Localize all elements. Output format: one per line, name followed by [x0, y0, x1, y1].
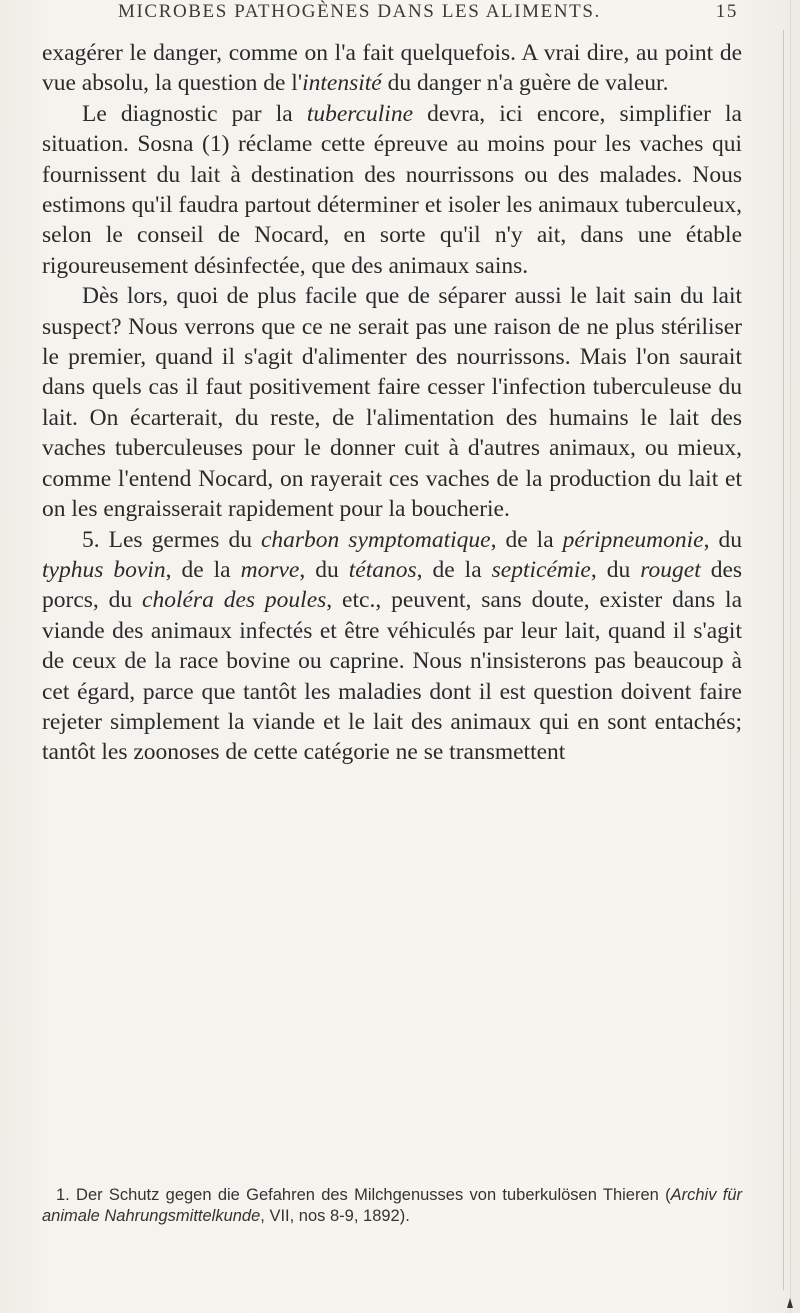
text-run: Le diagnostic par la — [82, 100, 307, 127]
text-run: devra, ici encore, simplifier la situation. Sosna (1) réclame cette épreuve au moins pour les vaches qui fournissent du lait à destination des nourrissons ou des malades. Nous estimons qu'il faudra partout déterminer et isoler les animaux tuberculeux, selon le conseil de Nocard, en sorte qu'il n'y ait, dans une étable rigoureusement désinfectée, que des animaux sains. — [42, 100, 742, 279]
italic-term: typhus bovin — [42, 556, 166, 583]
paragraph-4 — [42, 525, 742, 768]
italic-term: choléra des poules — [142, 587, 327, 614]
italic-term: intensité — [302, 70, 382, 97]
page-number: 15 — [715, 1, 738, 22]
paragraph-3: Dès lors, quoi de plus facile que de séparer aussi le lait sain du lait suspect? Nous verrons que ce ne serait pas une raison de ne plus stériliser le premier, quand il s'agit d'alimenter des nourrissons. Mais l'on saurait dans quels cas il faut positivement faire cesser l'infection tuberculeuse du lait. On écarterait, du reste, de l'alimentation des humains le lait des vaches tuberculeuses pour le donner cuit à d'autres animaux, ou mieux, comme l'entend Nocard, on rayerait ces vaches de la production du lait et on les engraisserait rapidement pour la boucherie. — [42, 283, 742, 523]
text-run: , VII, nos 8-9, 1892). — [260, 1207, 410, 1225]
italic-term: septicémie — [491, 556, 591, 583]
body-text — [42, 38, 742, 768]
paragraph-2 — [42, 99, 742, 281]
italic-term: péripneumonie — [562, 526, 704, 553]
italic-term: tuberculine — [306, 100, 413, 127]
text-run: , du — [299, 556, 349, 583]
text-run: , etc., peuvent, sans doute, exister dans la viande des animaux infectés et être véhiculés par leur lait, quand il s'agit de ceux de la race bovine ou caprine. Nous n'insisterons pas beaucoup à cet égard, parce que tantôt les maladies dont il est question doivent faire rejeter simplement la viande et le lait des animaux qui en sont entachés; tantôt les zoonoses de cette catégorie ne se transmettent — [42, 587, 743, 766]
text-run: des porcs, du — [42, 556, 743, 614]
running-title: MICROBES PATHOGÈNES DANS LES ALIMENTS. — [118, 1, 601, 22]
footnote — [42, 1185, 742, 1227]
italic-title: Archiv für animale Nahrungsmittelkunde — [42, 1186, 742, 1225]
text-run: du danger n'a guère de valeur. — [381, 70, 669, 97]
text-run: , du — [703, 526, 742, 553]
running-header — [118, 1, 738, 23]
italic-term: charbon symptomatique — [260, 526, 491, 553]
text-run: , du — [590, 556, 641, 583]
paragraph-1 — [42, 38, 742, 99]
italic-term: morve — [240, 556, 300, 583]
italic-term: tétanos — [348, 556, 417, 583]
page-edge-line — [790, 0, 791, 1313]
italic-term: rouget — [640, 556, 701, 583]
text-run: , de la — [416, 556, 492, 583]
text-run: 1. Der Schutz gegen die Gefahren des Milchgenusses von tuberkulösen Thieren ( — [56, 1186, 671, 1204]
text-run: 5. Les germes du — [82, 526, 261, 553]
text-run: exagérer le danger, comme on l'a fait quelquefois. A vrai dire, au point de vue absolu, la question de l' — [42, 40, 742, 97]
footnote-1 — [42, 1185, 742, 1227]
text-run: , de la — [165, 556, 241, 583]
page-fold-line — [783, 30, 784, 1290]
text-run: , de la — [490, 526, 563, 553]
